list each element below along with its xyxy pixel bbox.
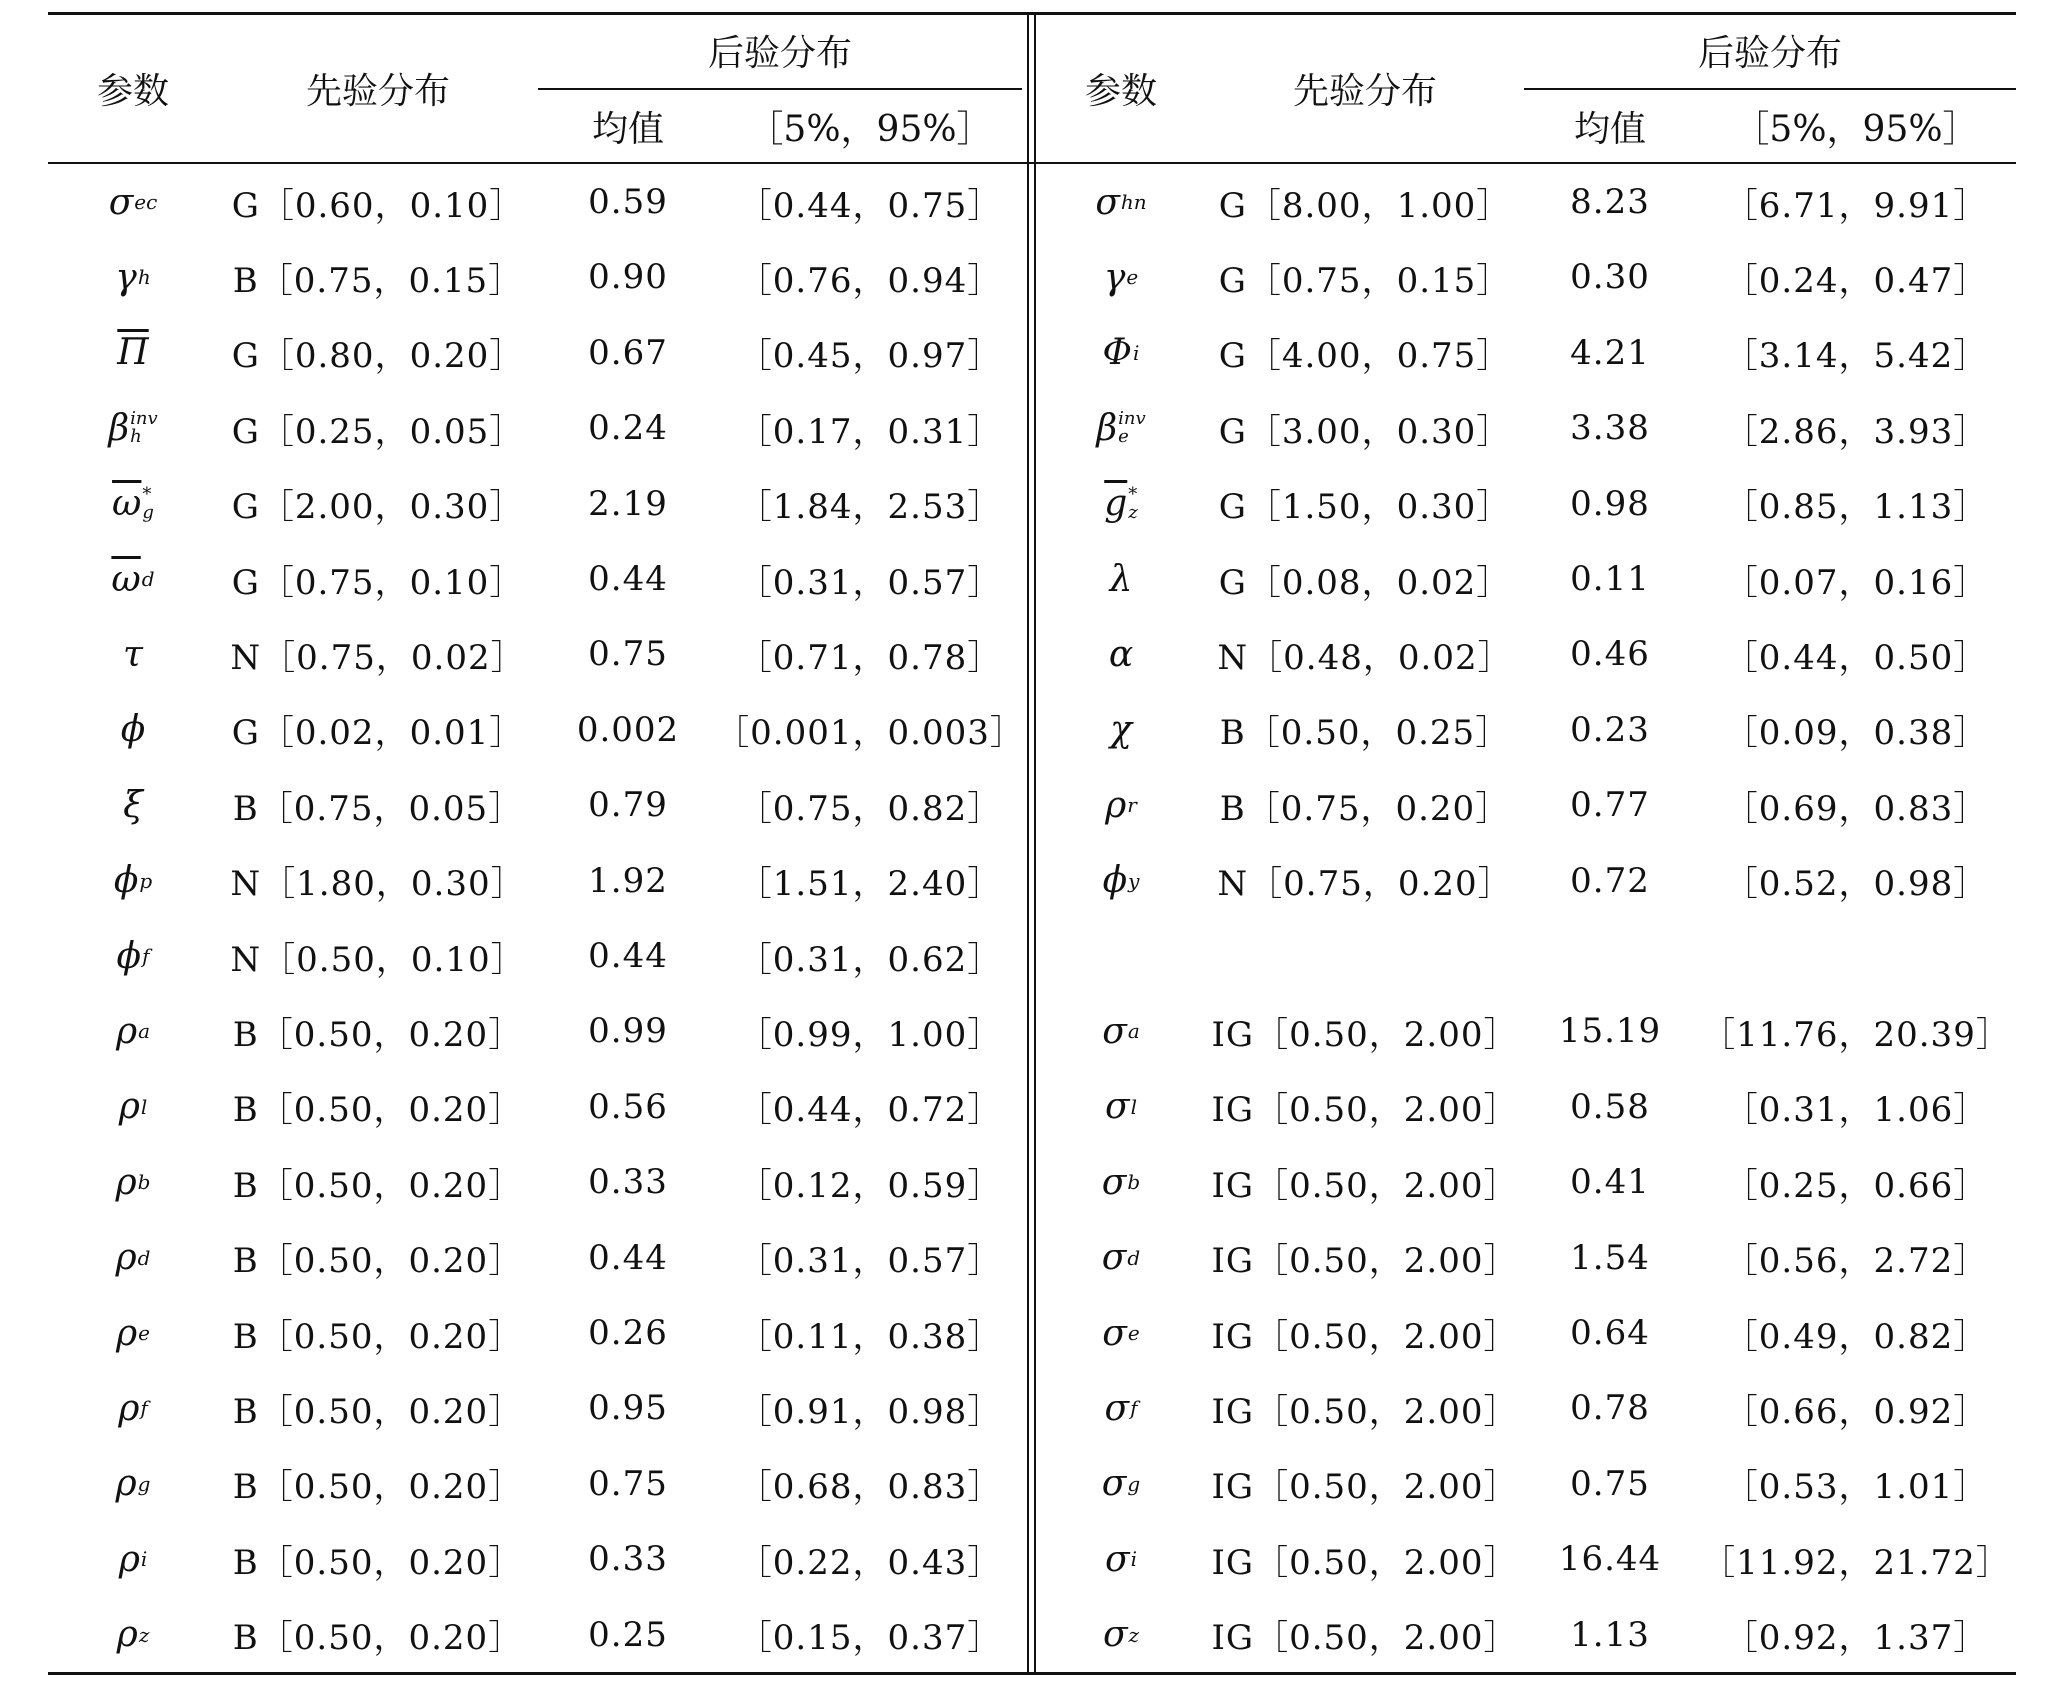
interval-cell: ［0.24，0.47］ <box>1723 260 1989 301</box>
prior-cell: N［0.75，0.02］ <box>230 637 526 678</box>
header-prior-left: 先验分布 <box>305 70 450 112</box>
mean-cell: 0.56 <box>588 1086 668 1127</box>
param-symbol <box>1036 1069 1206 1145</box>
header-posterior-right: 后验分布 <box>1697 32 1842 74</box>
mean-cell: 0.77 <box>1570 785 1650 826</box>
symbol-subscript: l <box>140 1094 148 1119</box>
param-symbol <box>48 616 218 692</box>
interval-cell: ［0.68，0.83］ <box>737 1467 1003 1508</box>
mean-cell: 0.64 <box>1570 1313 1650 1353</box>
header-interval-right: ［5%，95%］ <box>1733 108 1979 150</box>
symbol-subscript: f <box>142 944 150 968</box>
param-symbol <box>1036 164 1206 240</box>
prior-cell: G［0.25，0.05］ <box>231 411 525 452</box>
param-symbol <box>1036 918 1206 994</box>
symbol-base: ρ <box>115 1312 138 1354</box>
mean-cell: 4.21 <box>1570 332 1650 373</box>
param-symbol <box>48 1220 218 1296</box>
interval-cell: ［0.25，0.66］ <box>1723 1165 1989 1206</box>
symbol-subscript: f <box>140 1396 148 1421</box>
symbol-base: ϕ <box>1102 860 1128 902</box>
param-symbol <box>1036 541 1206 617</box>
param-symbol <box>48 1446 218 1522</box>
interval-cell: ［0.71，0.78］ <box>737 637 1003 678</box>
symbol-subscript: h <box>137 265 151 290</box>
param-symbol <box>48 1597 218 1673</box>
param-symbol <box>48 692 218 768</box>
param-symbol <box>1036 239 1206 315</box>
mean-cell: 0.90 <box>588 257 668 298</box>
mean-cell: 0.75 <box>588 1463 668 1504</box>
symbol-base: σ <box>1104 1387 1130 1429</box>
param-symbol <box>48 1069 218 1145</box>
prior-cell: B［0.50，0.20］ <box>232 1391 524 1432</box>
interval-cell: ［2.86，3.93］ <box>1723 411 1989 452</box>
param-symbol <box>1036 1220 1206 1296</box>
symbol-base: σ <box>1102 1312 1127 1354</box>
mean-cell: 0.44 <box>588 1237 668 1278</box>
symbol-base: τ <box>123 633 143 675</box>
interval-cell: ［0.31，0.57］ <box>737 1241 1003 1282</box>
header-interval-left: ［5%，95%］ <box>747 108 993 150</box>
prior-cell: B［0.50，0.25］ <box>1219 713 1511 754</box>
interval-cell: ［0.44，0.72］ <box>737 1090 1003 1131</box>
symbol-subscript: e <box>1118 426 1129 448</box>
prior-cell <box>1206 918 1524 994</box>
symbol-base: β <box>108 407 130 449</box>
prior-cell: IG［0.50，2.00］ <box>1211 1316 1519 1357</box>
interval-cell: ［0.92，1.37］ <box>1723 1618 1989 1659</box>
mean-cell: 0.44 <box>588 559 668 599</box>
symbol-subscript: b <box>137 1170 151 1195</box>
interval-cell: ［0.99，1.00］ <box>737 1014 1003 1055</box>
symbol-base: $\overline{\omega}$ <box>111 558 141 600</box>
mean-cell: 0.67 <box>588 332 668 373</box>
interval-cell: ［0.75，0.82］ <box>737 788 1003 829</box>
param-symbol <box>1036 692 1206 768</box>
symbol-base: σ <box>1101 1463 1127 1505</box>
mean-cell: 0.59 <box>588 182 668 222</box>
symbol-base: ρ <box>115 1161 137 1203</box>
interval-cell: ［0.49，0.82］ <box>1723 1316 1989 1357</box>
prior-cell: IG［0.50，2.00］ <box>1211 1014 1519 1055</box>
mean-cell: 0.58 <box>1570 1086 1650 1127</box>
interval-cell <box>1696 918 2016 994</box>
prior-cell: G［0.02，0.01］ <box>231 713 525 754</box>
param-symbol <box>48 541 218 617</box>
mean-cell: 0.33 <box>588 1162 668 1203</box>
interval-cell: ［0.45，0.97］ <box>737 336 1003 377</box>
mean-cell: 16.44 <box>1558 1539 1662 1580</box>
symbol-superscript: inv <box>130 408 158 430</box>
mean-cell: 3.38 <box>1570 408 1650 449</box>
symbol-base: ρ <box>118 1387 140 1429</box>
interval-cell: ［11.92，21.72］ <box>1701 1542 2011 1583</box>
prior-cell: IG［0.50，2.00］ <box>1211 1241 1519 1282</box>
symbol-subscript: y <box>1128 868 1140 893</box>
symbol-subscript: i <box>1130 1547 1137 1572</box>
interval-cell: ［0.11，0.38］ <box>737 1316 1003 1357</box>
symbol-superscript: inv <box>1118 408 1146 430</box>
symbol-base: χ <box>1110 709 1132 751</box>
mean-cell: 1.54 <box>1570 1237 1650 1278</box>
interval-cell: ［0.53，1.01］ <box>1723 1467 1989 1508</box>
symbol-superscript: * <box>1128 483 1138 505</box>
mean-cell: 2.19 <box>588 483 668 524</box>
param-symbol <box>48 1295 218 1371</box>
param-symbol <box>1036 1597 1206 1673</box>
header-param-left: 参数 <box>96 70 169 112</box>
param-symbol <box>48 164 218 240</box>
mean-cell: 1.13 <box>1570 1614 1650 1655</box>
symbol-subscript: ec <box>134 190 158 214</box>
symbol-subscript: f <box>1130 1396 1138 1421</box>
prior-cell: G［2.00，0.30］ <box>231 487 525 528</box>
prior-cell: B［0.75，0.15］ <box>232 260 524 301</box>
mean-cell: 0.75 <box>1570 1463 1650 1504</box>
symbol-subscript: d <box>1127 1245 1141 1270</box>
symbol-subscript: e <box>1126 265 1139 290</box>
param-symbol <box>48 390 218 466</box>
symbol-base: σ <box>1101 1161 1127 1203</box>
symbol-subscript: i <box>1133 340 1140 365</box>
param-symbol <box>1036 616 1206 692</box>
mean-cell: 0.79 <box>588 785 668 826</box>
prior-cell: IG［0.50，2.00］ <box>1211 1618 1519 1659</box>
mean-cell: 0.46 <box>1570 634 1650 675</box>
mean-cell: 0.72 <box>1570 860 1650 901</box>
prior-cell: N［1.80，0.30］ <box>230 864 526 905</box>
symbol-base: ρ <box>116 1614 138 1656</box>
mean-cell: 0.78 <box>1570 1388 1650 1429</box>
param-symbol <box>1036 1446 1206 1522</box>
prior-cell: G［8.00，1.00］ <box>1218 185 1512 226</box>
prior-cell: IG［0.50，2.00］ <box>1211 1542 1519 1583</box>
param-symbol <box>48 466 218 542</box>
interval-cell: ［0.31，0.62］ <box>737 939 1003 980</box>
symbol-base: ρ <box>118 1538 140 1580</box>
symbol-base: σ <box>108 181 134 223</box>
symbol-subscript: e <box>1127 1321 1140 1345</box>
param-symbol <box>48 1370 218 1446</box>
interval-cell: ［0.91，0.98］ <box>737 1391 1003 1432</box>
prior-cell: N［0.48，0.02］ <box>1217 637 1513 678</box>
symbol-subscript: e <box>138 1321 150 1345</box>
interval-cell: ［0.07，0.16］ <box>1723 562 1989 603</box>
param-symbol <box>1036 1144 1206 1220</box>
symbol-subscript: z <box>1128 501 1138 523</box>
symbol-subscript: z <box>1128 1622 1140 1647</box>
symbol-base: ϕ <box>120 709 146 751</box>
prior-cell: B［0.50，0.20］ <box>232 1241 524 1282</box>
param-symbol <box>48 843 218 919</box>
mean-cell: 0.44 <box>588 936 668 976</box>
param-symbol <box>48 239 218 315</box>
symbol-subscript: d <box>137 1245 151 1270</box>
param-symbol <box>48 1521 218 1597</box>
prior-cell: IG［0.50，2.00］ <box>1211 1391 1519 1432</box>
interval-cell: ［0.15，0.37］ <box>737 1618 1003 1659</box>
mean-cell: 0.99 <box>588 1011 668 1052</box>
mean-cell: 0.24 <box>588 408 668 449</box>
mean-cell: 0.33 <box>588 1539 668 1580</box>
prior-cell: G［0.75，0.15］ <box>1218 260 1512 301</box>
prior-cell: B［0.50，0.20］ <box>232 1618 524 1659</box>
prior-cell: IG［0.50，2.00］ <box>1211 1165 1519 1206</box>
interval-cell: ［0.12，0.59］ <box>737 1165 1003 1206</box>
mean-cell: 0.26 <box>588 1313 668 1353</box>
param-symbol <box>1036 1521 1206 1597</box>
mean-cell: 0.25 <box>588 1614 668 1655</box>
param-symbol <box>1036 843 1206 919</box>
mean-cell: 15.19 <box>1558 1011 1662 1052</box>
symbol-base: γ <box>1103 256 1126 298</box>
interval-cell: ［11.76，20.39］ <box>1701 1014 2011 1055</box>
prior-cell: B［0.75，0.20］ <box>1219 788 1511 829</box>
symbol-base: γ <box>115 256 137 298</box>
symbol-base: ρ <box>115 1237 137 1279</box>
param-symbol <box>1036 1295 1206 1371</box>
param-symbol <box>1036 390 1206 466</box>
prior-cell: B［0.50，0.20］ <box>232 1090 524 1131</box>
prior-cell: IG［0.50，2.00］ <box>1211 1467 1519 1508</box>
divider-line-1 <box>1027 12 1029 1675</box>
mean-cell: 8.23 <box>1570 182 1650 222</box>
mean-cell: 0.98 <box>1570 483 1650 524</box>
param-symbol <box>48 767 218 843</box>
symbol-base: σ <box>1102 1010 1127 1052</box>
symbol-subscript: a <box>138 1019 151 1044</box>
param-symbol <box>48 993 218 1069</box>
header-mean-left: 均值 <box>591 108 664 150</box>
symbol-subscript: b <box>1127 1170 1141 1195</box>
interval-cell: ［1.84，2.53］ <box>737 487 1003 528</box>
prior-cell: N［0.75，0.20］ <box>1217 864 1513 905</box>
symbol-base: λ <box>1109 558 1133 600</box>
param-symbol <box>1036 1370 1206 1446</box>
prior-cell: G［0.60，0.10］ <box>231 185 525 226</box>
symbol-subscript: l <box>1130 1094 1137 1119</box>
prior-cell: G［0.80，0.20］ <box>231 336 525 377</box>
param-symbol <box>1036 315 1206 391</box>
mean-cell: 0.23 <box>1570 709 1650 750</box>
prior-cell: G［0.75，0.10］ <box>231 562 525 603</box>
prior-cell: B［0.50，0.20］ <box>232 1014 524 1055</box>
param-symbol <box>1036 767 1206 843</box>
header-prior-right: 先验分布 <box>1292 70 1437 112</box>
symbol-base: ϕ <box>116 935 142 977</box>
symbol-base: ξ <box>123 784 143 826</box>
symbol-subscript: i <box>140 1547 148 1572</box>
prior-cell: B［0.50，0.20］ <box>232 1467 524 1508</box>
symbol-base: σ <box>1095 181 1120 223</box>
symbol-base: ρ <box>115 1010 138 1052</box>
param-symbol <box>48 918 218 994</box>
param-symbol <box>1036 993 1206 1069</box>
prior-cell: B［0.50，0.20］ <box>232 1165 524 1206</box>
symbol-base: σ <box>1102 1614 1128 1656</box>
mean-cell: 1.92 <box>588 860 668 901</box>
param-symbol <box>48 315 218 391</box>
mean-cell: 0.75 <box>588 634 668 675</box>
prior-cell: N［0.50，0.10］ <box>230 939 526 980</box>
prior-cell: B［0.50，0.20］ <box>232 1542 524 1583</box>
symbol-base: $\overline{\Pi}$ <box>117 332 149 374</box>
interval-cell: ［3.14，5.42］ <box>1723 336 1989 377</box>
symbol-subscript: d <box>141 567 155 591</box>
prior-cell: B［0.50，0.20］ <box>232 1316 524 1357</box>
param-symbol <box>1036 466 1206 542</box>
symbol-base: σ <box>1101 1237 1127 1279</box>
symbol-base: ρ <box>115 1463 137 1505</box>
interval-cell: ［0.85，1.13］ <box>1723 487 1989 528</box>
interval-cell: ［0.22，0.43］ <box>737 1542 1003 1583</box>
symbol-subscript: a <box>1127 1019 1140 1044</box>
mean-cell <box>1524 918 1696 994</box>
symbol-base: ρ <box>118 1086 140 1128</box>
symbol-subscript: p <box>139 868 153 893</box>
prior-cell: G［4.00，0.75］ <box>1218 336 1512 377</box>
interval-cell: ［0.001，0.003］ <box>715 713 1025 754</box>
symbol-base: σ <box>1105 1086 1130 1128</box>
mean-cell: 0.41 <box>1570 1162 1650 1203</box>
symbol-base: $\overline{\omega}$ <box>112 483 142 525</box>
interval-cell: ［0.56，2.72］ <box>1723 1241 1989 1282</box>
interval-cell: ［0.31，1.06］ <box>1723 1090 1989 1131</box>
interval-cell: ［0.17，0.31］ <box>737 411 1003 452</box>
symbol-subscript: g <box>137 1471 151 1496</box>
interval-cell: ［0.66，0.92］ <box>1723 1391 1989 1432</box>
symbol-subscript: g <box>142 501 154 523</box>
symbol-subscript: g <box>1127 1471 1141 1496</box>
prior-cell: G［1.50，0.30］ <box>1218 487 1512 528</box>
symbol-base: Φ <box>1102 332 1133 374</box>
symbol-base: $\overline{g}$ <box>1104 483 1128 525</box>
interval-cell: ［0.09，0.38］ <box>1723 713 1989 754</box>
header-posterior-left: 后验分布 <box>707 32 852 74</box>
interval-cell: ［1.51，2.40］ <box>737 864 1003 905</box>
symbol-subscript: r <box>1127 793 1137 818</box>
mean-cell: 0.95 <box>588 1388 668 1429</box>
symbol-base: β <box>1096 407 1118 449</box>
interval-cell: ［0.44，0.75］ <box>737 185 1003 226</box>
symbol-subscript: z <box>138 1622 150 1647</box>
interval-cell: ［6.71，9.91］ <box>1723 185 1989 226</box>
symbol-superscript: * <box>142 483 152 505</box>
header-param-right: 参数 <box>1084 70 1157 112</box>
interval-cell: ［0.52，0.98］ <box>1723 864 1989 905</box>
prior-cell: IG［0.50，2.00］ <box>1211 1090 1519 1131</box>
symbol-base: ρ <box>1105 784 1127 826</box>
interval-cell: ［0.44，0.50］ <box>1723 637 1989 678</box>
header-mean-right: 均值 <box>1573 108 1646 150</box>
symbol-subscript: hn <box>1120 190 1147 214</box>
prior-cell: G［0.08，0.02］ <box>1218 562 1512 603</box>
symbol-subscript: h <box>130 426 142 448</box>
prior-cell: G［3.00，0.30］ <box>1218 411 1512 452</box>
symbol-base: σ <box>1105 1538 1130 1580</box>
mean-cell: 0.30 <box>1570 257 1650 298</box>
param-symbol <box>48 1144 218 1220</box>
mean-cell: 0.11 <box>1570 559 1650 599</box>
prior-cell: B［0.75，0.05］ <box>232 788 524 829</box>
symbol-base: α <box>1108 633 1134 675</box>
interval-cell: ［0.31，0.57］ <box>737 562 1003 603</box>
mean-cell: 0.002 <box>576 709 680 750</box>
interval-cell: ［0.76，0.94］ <box>737 260 1003 301</box>
interval-cell: ［0.69，0.83］ <box>1723 788 1989 829</box>
symbol-base: ϕ <box>113 860 139 902</box>
